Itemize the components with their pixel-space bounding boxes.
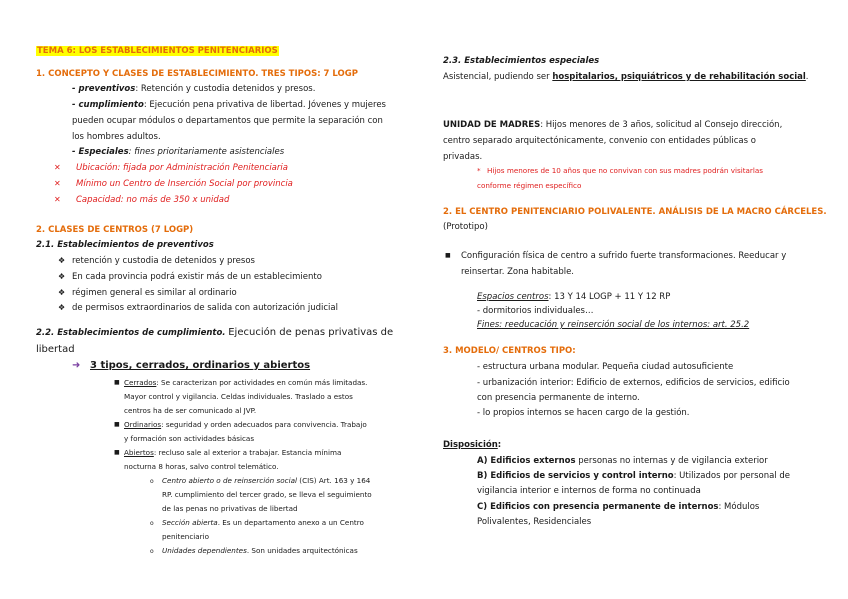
seccion-abierta-line-1: o Sección abierta. Es un departamento anexo a un Centro <box>150 518 364 527</box>
section-2-3-text: Asistencial, pudiendo ser hospitalarios, psiquiátricos y de rehabilitación social. <box>443 72 809 82</box>
cis-line-3: de las penas no privativas de libertad <box>162 504 298 513</box>
diamond-bullet-icon: ❖ <box>58 256 66 265</box>
x-mark-icon: ✕ <box>54 179 61 188</box>
cerrados-line-2: Mayor control y vigilancia. Celdas individuales. Traslado a estos <box>124 392 353 401</box>
dormitorios-line: - dormitorios individuales… <box>477 306 594 316</box>
preventivos-line: - preventivos: Retención y custodia detenidos y presos. <box>72 84 316 94</box>
x-item-capacidad: ✕ Capacidad: no más de 350 x unidad <box>54 195 230 205</box>
madres-note-line-1: * Hijos menores de 10 años que no convivan con sus madres podrán visitarlas <box>477 166 764 175</box>
config-line-1: ■ Configuración física de centro a sufrido fuerte transformaciones. Reeducar y <box>445 251 787 261</box>
square-bullet-icon: ■ <box>114 379 120 386</box>
edificios-b-line-1: B) Edificios de servicios y control interno: Utilizados por personal de <box>477 471 791 481</box>
diamond-bullet-icon: ❖ <box>58 272 66 281</box>
square-bullet-icon: ■ <box>445 252 451 259</box>
edificios-c-line-2: Polivalentes, Residenciales <box>477 517 592 527</box>
section-2-1-heading: 2.1. Establecimientos de preventivos <box>36 240 214 250</box>
modelo-line-4: - lo propios internos se hacen cargo de la gestión. <box>477 408 690 418</box>
circle-bullet-icon: o <box>150 520 154 527</box>
arrow-bullet-icon: ➜ <box>72 360 81 371</box>
tipos-subheading: ➜ 3 tipos, cerrados, ordinarios y abiertos <box>72 360 311 371</box>
diamond-bullet-icon: ❖ <box>58 303 66 312</box>
abiertos-line-2: nocturna 8 horas, salvo control telemático. <box>124 462 279 471</box>
edificios-c-line-1: C) Edificios con presencia permanente de internos: Módulos <box>477 502 760 512</box>
cerrados-line-1: ■ Cerrados: Se caracterizan por actividades en común más limitadas. <box>114 378 368 387</box>
cerrados-line-3: centros ha de ser comunicado al JVP. <box>124 406 257 415</box>
diamond-bullet-icon: ❖ <box>58 288 66 297</box>
circle-bullet-icon: o <box>150 478 154 485</box>
fines-line: Fines: reeducación y reinserción social de los internos: art. 25.2 <box>477 320 750 330</box>
ordinarios-line-2: y formación son actividades básicas <box>124 434 255 443</box>
section-2-3-heading: 2.3. Establecimientos especiales <box>443 56 600 66</box>
x-mark-icon: ✕ <box>54 195 61 204</box>
x-mark-icon: ✕ <box>54 163 61 172</box>
section-3-heading: 3. MODELO/ CENTROS TIPO: <box>443 346 576 356</box>
square-bullet-icon: ■ <box>114 449 120 456</box>
prototipo-label: (Prototipo) <box>443 222 488 232</box>
abiertos-line-1: ■ Abiertos: recluso sale al exterior a trabajar. Estancia mínima <box>114 448 342 457</box>
edificios-a-line: A) Edificios externos personas no internas y de vigilancia exterior <box>477 456 768 466</box>
modelo-line-1: - estructura urbana modular. Pequeña ciudad autosuficiente <box>477 362 734 372</box>
x-item-minimo: ✕ Mínimo un Centro de Inserción Social por provincia <box>54 179 293 189</box>
modelo-line-2: - urbanización interior: Edificio de externos, edificios de servicios, edificio <box>477 378 790 388</box>
espacios-line: Espacios centros: 13 Y 14 LOGP + 11 Y 12 RP <box>477 292 671 302</box>
especiales-line: - Especiales: fines prioritariamente asistenciales <box>72 147 285 157</box>
list-item: ❖ de permisos extraordinarios de salida con autorización judicial <box>58 303 338 313</box>
seccion-abierta-line-2: penitenciario <box>162 532 210 541</box>
cumplimiento-line-3: los hombres adultos. <box>72 132 161 142</box>
unidad-madres-line-3: privadas. <box>443 152 483 162</box>
section-2-2-text: libertad <box>36 344 75 355</box>
section-2-polivalente-heading: 2. EL CENTRO PENITENCIARIO POLIVALENTE. ANÁLISIS DE LA MACRO CÁRCELES. <box>443 207 827 217</box>
asterisk-icon: * <box>477 166 481 175</box>
circle-bullet-icon: o <box>150 548 154 555</box>
list-item: ❖ retención y custodia de detenidos y presos <box>58 256 255 266</box>
square-bullet-icon: ■ <box>114 421 120 428</box>
modelo-line-3: con presencia permanente de interno. <box>477 393 640 403</box>
unidad-madres-line-2: centro separado arquitectónicamente, convenio con entidades públicas o <box>443 136 756 146</box>
edificios-b-line-2: vigilancia interior e internos de forma no continuada <box>477 486 701 496</box>
section-2-2-heading: 2.2. Establecimientos de cumplimiento. Ejecución de penas privativas de <box>36 327 394 338</box>
section-2-heading: 2. CLASES DE CENTROS (7 LOGP) <box>36 225 194 235</box>
unidad-madres-line-1: UNIDAD DE MADRES: Hijos menores de 3 años, solicitud al Consejo dirección, <box>443 120 783 130</box>
disposicion-heading: Disposición: <box>443 440 502 450</box>
section-1-heading: 1. CONCEPTO Y CLASES DE ESTABLECIMIENTO. TRES TIPOS: 7 LOGP <box>36 69 358 79</box>
cis-line-2: RP. cumplimiento del tercer grado, se lleva el seguimiento <box>162 490 372 499</box>
x-item-ubicacion: ✕ Ubicación: fijada por Administración Penitenciaria <box>54 163 288 173</box>
list-item: ❖ régimen general es similar al ordinario <box>58 288 237 298</box>
madres-note-line-2: conforme régimen específico <box>477 181 582 190</box>
cis-line-1: o Centro abierto o de reinserción social (CIS) Art. 163 y 164 <box>150 476 371 485</box>
list-item: ❖ En cada provincia podrá existir más de un establecimiento <box>58 272 322 282</box>
unidades-dependientes-line: o Unidades dependientes. Son unidades arquitectónicas <box>150 546 358 555</box>
cumplimiento-line-2: pueden ocupar módulos o departamentos que permite la separación con <box>72 116 383 126</box>
page-title: TEMA 6: LOS ESTABLECIMIENTOS PENITENCIARIOS <box>37 46 278 56</box>
ordinarios-line-1: ■ Ordinarios: seguridad y orden adecuados para convivencia. Trabajo <box>114 420 367 429</box>
config-line-2: reinsertar. Zona habitable. <box>461 267 575 277</box>
cumplimiento-line-1: - cumplimiento: Ejecución pena privativa de libertad. Jóvenes y mujeres <box>72 100 386 110</box>
